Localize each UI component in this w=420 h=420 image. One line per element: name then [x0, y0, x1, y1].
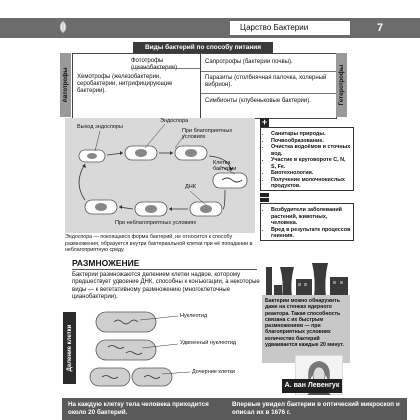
cell-division-tab: Деление клетки: [63, 312, 76, 384]
autotrophs-cell: [72, 53, 201, 119]
leaf-icon: [58, 20, 68, 34]
fact-text: Бактерии можно обнаружить даже на стенках ядерного реактора. Такая способность связана с их быстрым размножением — при благоприятных условиях количество бактерий удваивается каждые 20 минут.: [265, 298, 344, 349]
footer-fact-left: На каждую клетку тела человека приходится около 20 бактерий.: [68, 401, 209, 416]
autotroph-item: Хемотрофы (железобактерии, серобактерии, нитрифицирующие бактерии).: [77, 74, 173, 94]
autotrophs-tab: Автотрофы: [60, 53, 71, 117]
nutrition-types-title: Виды бактерий по способу питания: [133, 42, 273, 53]
footer-bar: [62, 398, 407, 420]
label-favorable: При благоприятных условиях: [182, 128, 233, 140]
fact-box: [262, 295, 350, 363]
divider: [72, 269, 257, 270]
endospore-note: Эндоспора — покоящаяся форма бактерий, не относится к способу размножения, образуется внутри бактериальной клетки при её попадании в неблагоприятную среду.: [65, 234, 253, 253]
heterotroph-item: Сапротрофы (бактерии почвы).: [205, 59, 293, 65]
person-name-label: А. ван Левенгук: [282, 379, 342, 393]
reproduction-heading: РАЗМНОЖЕНИЕ: [72, 258, 140, 268]
label-bacterial-cell: Клетка бактерии: [213, 160, 237, 172]
harms-list: [260, 203, 354, 241]
divider: [201, 93, 336, 94]
list-item: • Получение молочнокислых продуктов.: [271, 177, 351, 190]
divider: [131, 68, 201, 69]
reproduction-text: Бактерии размножаются делением клетки надвое, которому предшествует удвоение ДНК, способны к конъюгации, а некоторые виды — к вегетативному размножению (многоклеточные цианобактерии).: [72, 272, 260, 300]
chapter-title: Царство Бактерии: [230, 21, 350, 35]
label-dna: ДНК: [185, 184, 196, 190]
list-item: • Вред в результате процессов гниения.: [271, 227, 351, 240]
list-item: • Возбудители заболеваний растений, животных, человека.: [271, 207, 351, 227]
nuclear-plant-illustration: [262, 253, 350, 298]
plus-icon: +: [261, 117, 268, 127]
list-item: • Почвообразование.: [271, 138, 351, 145]
label-daughter-cells: Дочерние клетки: [192, 369, 235, 375]
list-item: • Санитары природы.: [271, 131, 351, 138]
endospore-diagram: [65, 118, 255, 233]
footer-fact-right: Впервые увидел бактерии в оптический микроскоп и описал их в 1676 г.: [232, 401, 400, 416]
label-endospore: Эндоспора: [160, 118, 189, 124]
label-spore-exit: Выход эндоспоры: [77, 124, 123, 130]
divider: [201, 71, 336, 72]
label-nucleoid: Нуклеотид: [180, 313, 208, 319]
list-item: • Очистка водоёмов и сточных вод.: [271, 144, 351, 157]
heterotroph-item: Симбионты (клубеньковые бактерии).: [205, 98, 311, 104]
heterotrophs-tab: Гетеротрофы: [336, 53, 347, 117]
label-unfavorable: При неблагоприятных условиях: [115, 220, 197, 226]
minus-icon: —: [260, 192, 269, 202]
page-number: 7: [376, 22, 384, 34]
benefits-list: [260, 127, 354, 191]
list-item: • Биотехнологии.: [271, 170, 351, 177]
autotroph-item: Фототрофы (цианобактерии).: [131, 58, 179, 71]
cell-division-diagram: [80, 310, 260, 388]
list-item: • Участие в круговороте C, N, S, Fe.: [271, 157, 351, 170]
label-doubled-nucleoid: Удвоенный нуклеотид: [180, 340, 237, 346]
heterotroph-item: Паразиты (столбнячная палочка, холерный вибрион).: [205, 75, 327, 88]
heterotrophs-cell: [200, 53, 337, 119]
